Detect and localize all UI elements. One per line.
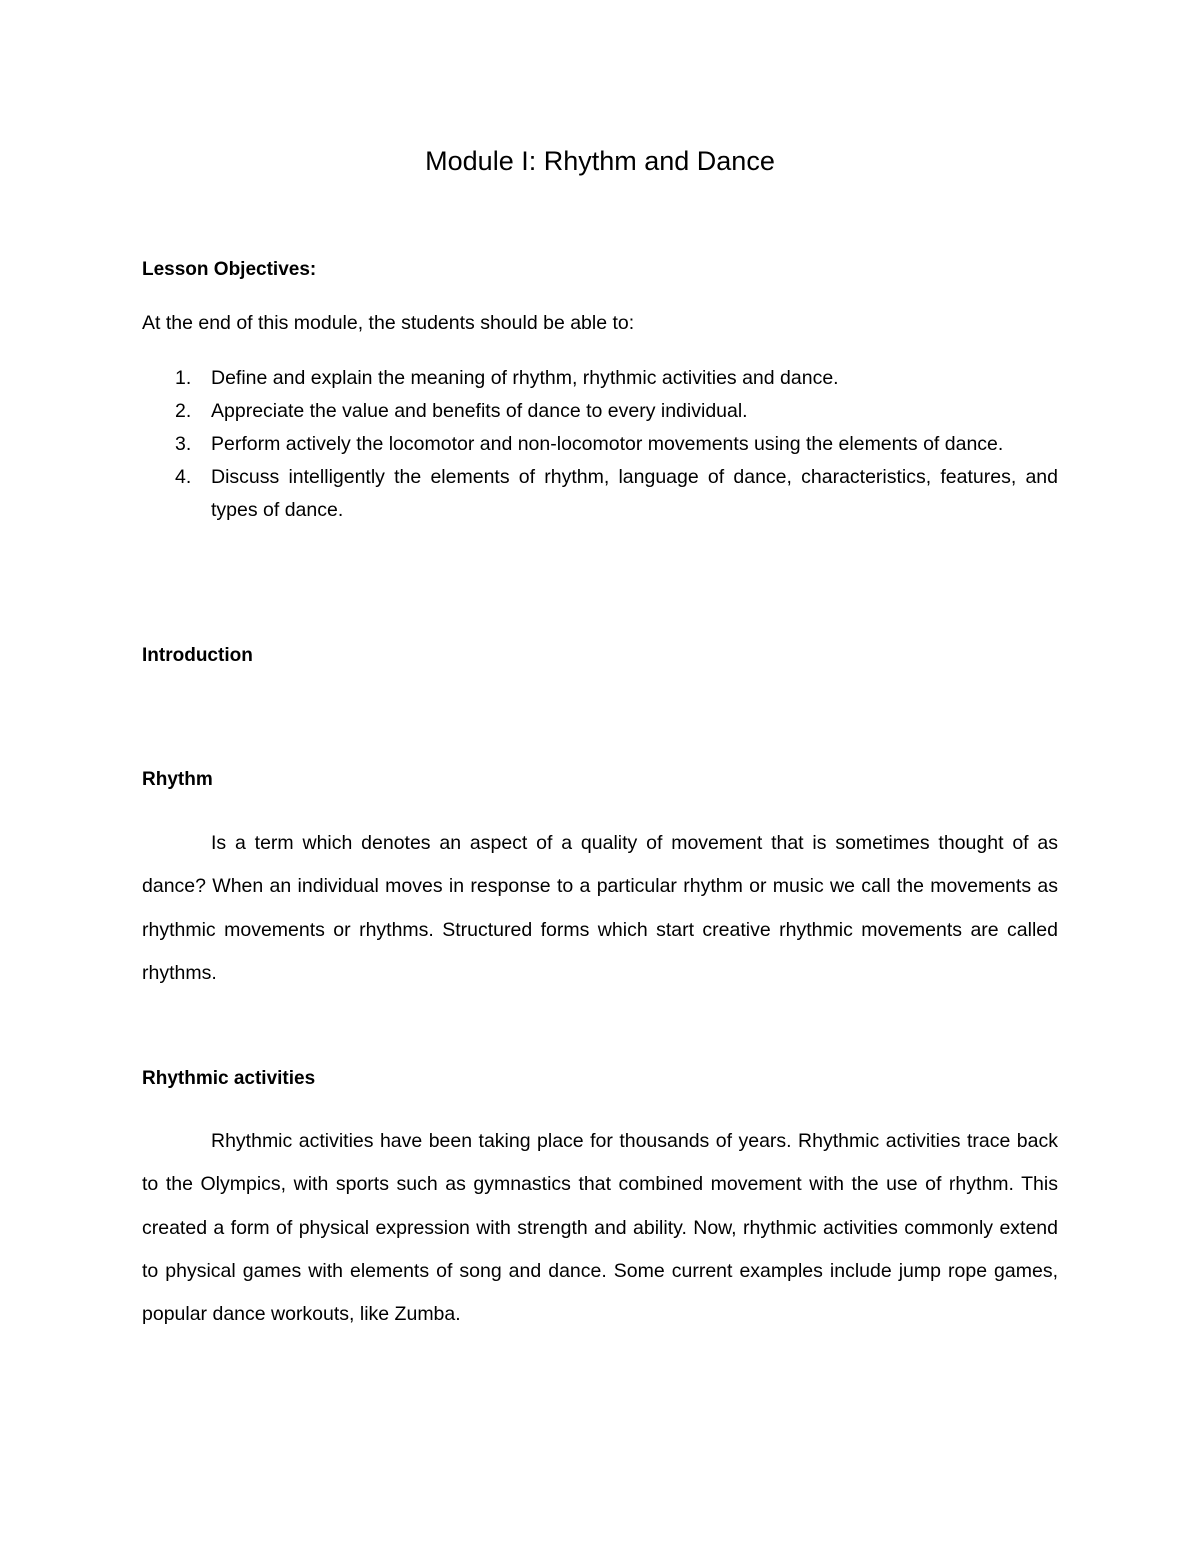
objectives-intro: At the end of this module, the students should be able to: <box>142 312 635 334</box>
rhythmic-activities-paragraph: Rhythmic activities have been taking place for thousands of years. Rhythmic activities trace back to the Olympics, with sports such as gymnastics that combined movement with the use of rhythm. This created a form of physical expression with strength and ability. Now, rhythmic activities commonly extend to physical games with elements of song and dance. Some current examples include jump rope games, popular dance workouts, like Zumba. <box>142 1130 1058 1326</box>
list-item-text: Perform actively the locomotor and non-locomotor movements using the elements of dance. <box>211 433 1004 455</box>
list-number: 1. <box>175 367 192 389</box>
list-number: 2. <box>175 400 192 422</box>
objectives-heading: Lesson Objectives: <box>142 259 317 280</box>
rhythm-paragraph: Is a term which denotes an aspect of a quality of movement that is sometimes thought of as dance? When an individual moves in response to a particular rhythm or music we call the movements as rhythmic movements or rhythms. Structured forms which start creative rhythmic movements are called rhythms. <box>142 832 1058 984</box>
list-item <box>142 461 1058 527</box>
list-item-text: Define and explain the meaning of rhythm, rhythmic activities and dance. <box>211 367 839 389</box>
objectives-list <box>142 362 1058 527</box>
list-item <box>142 395 1058 428</box>
introduction-heading: Introduction <box>142 645 253 666</box>
rhythm-heading: Rhythm <box>142 769 213 790</box>
list-item-text: Appreciate the value and benefits of dance to every individual. <box>211 400 748 422</box>
list-item <box>142 428 1058 461</box>
list-item <box>142 362 1058 395</box>
page-title: Module I: Rhythm and Dance <box>425 146 775 176</box>
rhythmic-activities-heading: Rhythmic activities <box>142 1068 316 1089</box>
list-number: 3. <box>175 433 192 455</box>
list-number: 4. <box>175 466 192 488</box>
list-item-text: Discuss intelligently the elements of rhythm, language of dance, characteristics, features, and types of dance. <box>211 466 1058 521</box>
